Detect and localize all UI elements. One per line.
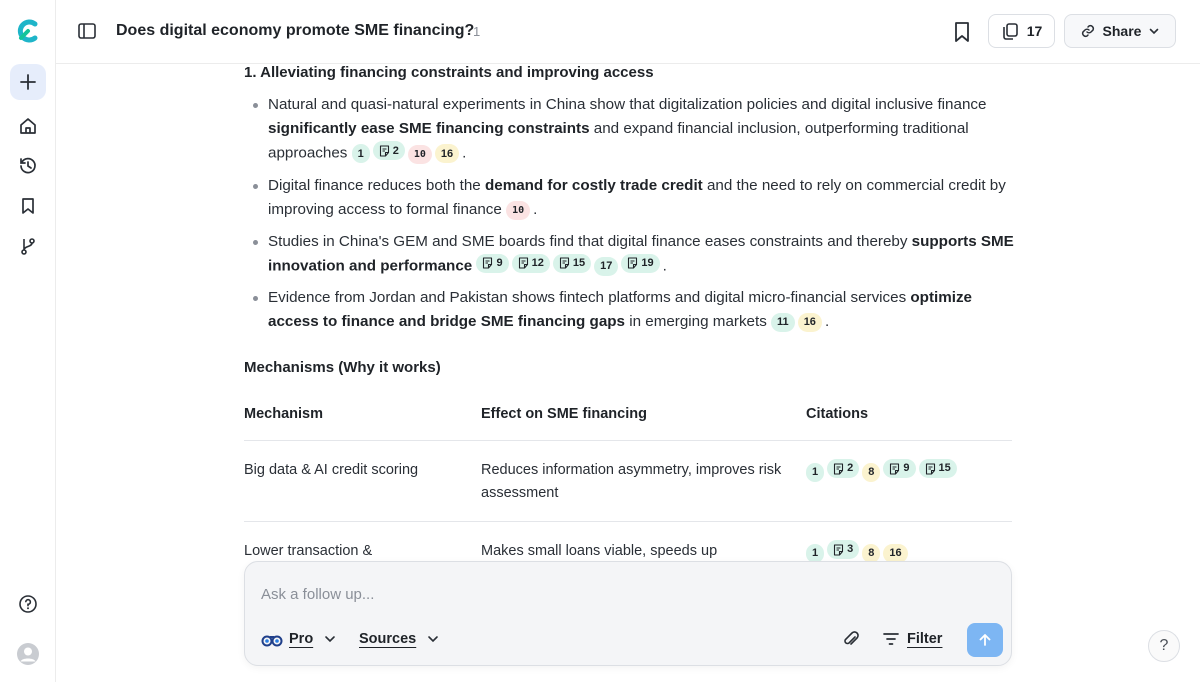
citation-chip[interactable] (862, 544, 880, 563)
citation-chip[interactable] (408, 145, 432, 164)
citation-chip[interactable] (771, 313, 795, 332)
finding-item (244, 230, 1014, 279)
new-thread-button[interactable] (10, 64, 46, 100)
citation-chip[interactable] (594, 257, 618, 276)
citation-number: 3 (847, 543, 854, 555)
send-button[interactable] (967, 623, 1003, 657)
filter-button[interactable] (881, 628, 942, 650)
citation-number: 15 (938, 462, 951, 474)
paperclip-icon (841, 629, 861, 649)
share-button[interactable] (1064, 14, 1176, 48)
citation-number: 1 (812, 465, 819, 478)
chevron-down-icon (323, 632, 337, 646)
chevron-down-icon (426, 632, 440, 646)
finding-highlight: supports SME innovation and performance (268, 232, 1014, 274)
user-avatar-icon (16, 642, 40, 666)
chevron-down-icon (1148, 25, 1160, 37)
citation-chip[interactable] (476, 254, 508, 273)
share-label: Share (1102, 23, 1142, 39)
mechanism-cell: Lower transaction & (244, 522, 481, 584)
question-mark-icon: ? (1159, 637, 1169, 654)
citation-chip[interactable] (919, 459, 957, 478)
sentence-period: . (462, 144, 467, 162)
citation-chip[interactable] (798, 313, 822, 332)
answer-content (244, 64, 1014, 559)
mechanism-cell: Big data & AI credit scoring (244, 441, 481, 522)
home-nav-button[interactable] (14, 112, 42, 140)
effect-cell: Reduces information asymmetry, improves risk assessment (481, 441, 806, 522)
sources-button[interactable] (988, 14, 1055, 48)
library-nav-button[interactable] (14, 192, 42, 220)
help-button[interactable] (14, 590, 42, 618)
citation-chip[interactable] (827, 459, 859, 478)
finding-text: Natural and quasi-natural experiments in China show that digitalization policies and digital inclusive finance (268, 96, 987, 113)
finding-highlight: significantly ease SME financing constraints (268, 120, 590, 137)
finding-highlight: optimize access to finance and bridge SME financing gaps (268, 289, 973, 330)
user-avatar[interactable] (14, 640, 42, 668)
sentence-period: . (662, 257, 667, 274)
document-icon (379, 145, 390, 157)
citation-number: 1 (357, 147, 364, 160)
home-icon (18, 116, 38, 136)
left-rail (0, 0, 56, 682)
finding-text: in emerging markets (625, 313, 767, 330)
sources-selector-label: Sources (359, 631, 417, 647)
citation-number: 16 (803, 316, 816, 328)
citation-number: 2 (847, 462, 854, 474)
binoculars-icon (261, 631, 283, 647)
sidebar-toggle-button[interactable] (76, 20, 98, 42)
citation-number: 17 (600, 260, 613, 272)
follow-up-composer (244, 561, 1012, 666)
finding-item (244, 174, 1014, 222)
citation-number: 9 (903, 462, 910, 474)
branch-nav-button[interactable] (14, 232, 42, 260)
sentence-period: . (533, 200, 538, 218)
citation-number: 12 (531, 257, 544, 269)
citation-number: 10 (512, 204, 525, 216)
finding-text: Digital finance reduces both the (268, 176, 485, 194)
citation-chip[interactable] (506, 201, 530, 220)
findings-list (244, 93, 1014, 334)
bookmark-icon (18, 196, 38, 216)
citation-chip[interactable] (806, 544, 824, 563)
citation-chip[interactable] (621, 254, 659, 273)
citation-chip[interactable] (373, 141, 405, 160)
finding-text: and the need to rely on commercial credit by improving access to formal finance (268, 176, 1006, 218)
filter-label: Filter (907, 631, 943, 647)
column-header-mechanism: Mechanism (244, 402, 481, 441)
sources-count: 17 (1026, 23, 1043, 39)
citations-cell (806, 441, 1012, 522)
floating-help-button[interactable] (1148, 630, 1180, 662)
document-icon (833, 544, 844, 556)
citation-chip[interactable] (553, 254, 591, 273)
citation-chip[interactable] (435, 144, 459, 163)
citation-number: 9 (496, 257, 503, 269)
mechanisms-table (244, 402, 1012, 584)
copy-pages-icon (1001, 22, 1019, 40)
sidebar-toggle-icon (76, 20, 98, 42)
follow-up-input[interactable] (261, 582, 961, 606)
citation-number: 1 (812, 546, 819, 559)
sources-selector[interactable] (359, 628, 440, 650)
document-icon (559, 257, 570, 269)
column-header-citations: Citations (806, 402, 1012, 441)
history-nav-button[interactable] (14, 152, 42, 180)
citation-number: 2 (392, 144, 399, 157)
citation-number: 8 (868, 465, 875, 478)
mode-selector-pro[interactable] (261, 628, 337, 650)
citation-number: 15 (572, 257, 586, 269)
document-icon (925, 463, 936, 475)
column-header-effect: Effect on SME financing (481, 402, 806, 441)
citation-number: 16 (440, 147, 454, 160)
attach-button[interactable] (841, 628, 861, 650)
citation-chip[interactable] (827, 540, 859, 559)
citation-number: 11 (777, 316, 789, 328)
finding-item (244, 93, 1014, 166)
bookmark-thread-button[interactable] (951, 20, 973, 44)
section-heading: 1. Alleviating financing constraints and improving access (244, 64, 654, 81)
mechanisms-heading: Mechanisms (Why it works) (244, 359, 441, 376)
citation-number: 19 (641, 257, 654, 269)
thread-count: 1 (473, 24, 481, 39)
thread-title: Does digital economy promote SME financing? (116, 22, 475, 39)
link-icon (1080, 23, 1096, 39)
app-logo-icon[interactable] (14, 17, 42, 45)
citation-chip[interactable] (883, 544, 907, 563)
top-header (56, 0, 1200, 64)
table-header-row (244, 402, 1012, 441)
history-icon (18, 156, 38, 176)
document-icon (833, 463, 844, 475)
arrow-up-icon (977, 632, 993, 648)
git-branch-icon (18, 236, 38, 256)
citation-chip[interactable] (883, 459, 915, 478)
finding-text: Evidence from Jordan and Pakistan shows fintech platforms and digital micro-financial services (268, 289, 911, 306)
citation-number: 8 (868, 546, 875, 559)
table-row (244, 441, 1012, 522)
document-icon (889, 463, 900, 475)
finding-highlight: demand for costly trade credit (484, 176, 703, 194)
citation-chip[interactable] (806, 463, 824, 482)
finding-text: Studies in China's GEM and SME boards find that digital finance eases constraints and thereby (268, 232, 912, 250)
bookmark-icon (951, 20, 973, 44)
document-icon (627, 257, 638, 269)
document-icon (518, 257, 529, 269)
citation-number: 10 (413, 148, 426, 160)
effect-cell: Makes small loans viable, speeds up (481, 522, 806, 584)
citation-chip[interactable] (512, 254, 550, 273)
document-icon (482, 257, 493, 269)
plus-icon (19, 73, 37, 91)
mode-label: Pro (289, 631, 314, 647)
sentence-period: . (824, 313, 830, 330)
finding-text: and expand financial inclusion, outperforming traditional approaches (268, 120, 969, 162)
filter-lines-icon (881, 629, 901, 649)
citation-chip[interactable] (352, 144, 370, 163)
citation-number: 16 (889, 546, 902, 559)
help-circle-icon (18, 594, 38, 614)
citation-chip[interactable] (862, 463, 880, 482)
finding-item (244, 286, 1014, 334)
